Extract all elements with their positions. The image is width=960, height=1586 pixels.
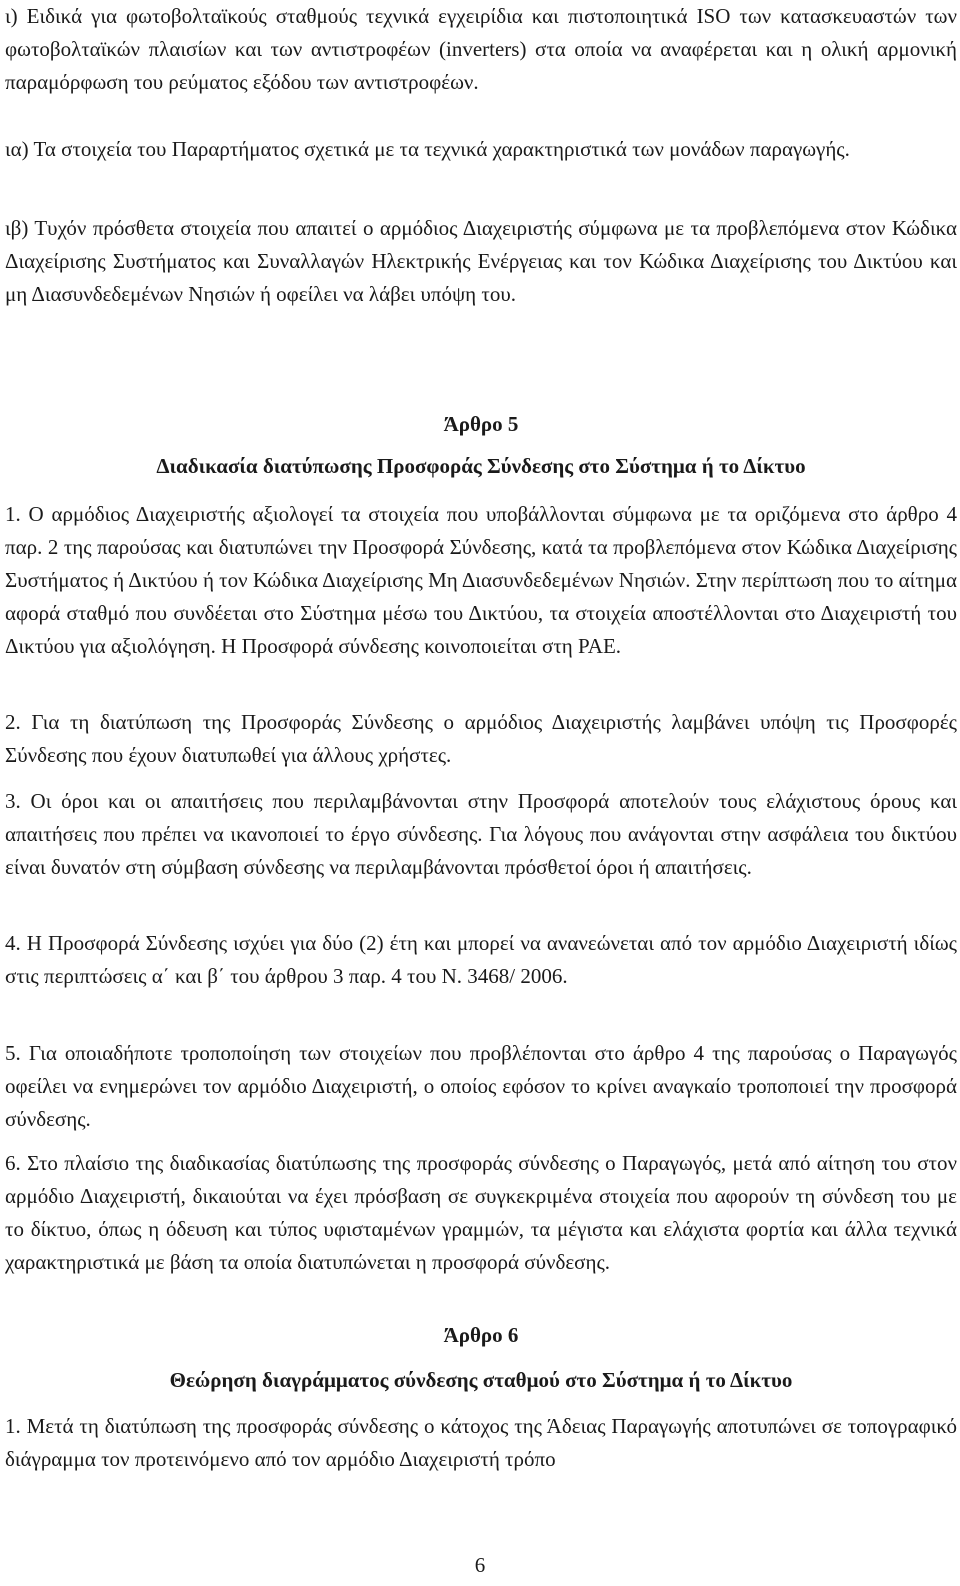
page-number: 6 (474, 1553, 486, 1577)
article5-heading: Άρθρο 5 (443, 412, 519, 436)
article5-paragraph-6: 6. Στο πλαίσιο της διαδικασίας διατύπωσης της προσφοράς σύνδεσης ο Παραγωγός, μετά από αίτηση του στον αρμόδιο Διαχειριστή, δικαιούται να έχει πρόσβαση σε συγκεκριμένα στοιχεία που αφορούν τη σύνδεση του με το δίκτυο, όπως η όδευση και τύπος υφισταμένων γραμμών, τα μέγιστα και ελάχιστα φορτία και άλλα τεχνικά χαρακτηριστικά με βάση τα οποία διατυπώνεται η προσφορά σύνδεσης. (5, 1151, 957, 1274)
article5-subtitle: Διαδικασία διατύπωσης Προσφοράς Σύνδεσης στο Σύστημα ή το Δίκτυο (156, 454, 806, 478)
item-iota: ι) Ειδικά για φωτοβολταϊκούς σταθμούς τεχνικά εγχειρίδια και πιστοποιητικά ISO των κατασκευαστών των φωτοβολταϊκών πλαισίων και των αντιστροφέων (inverters) στα οποία να αναφέρεται και η ολική αρμονική παραμόρφωση του ρεύματος εξόδου των αντιστροφέων. (5, 4, 957, 94)
article5-paragraph-4: 4. Η Προσφορά Σύνδεσης ισχύει για δύο (2) έτη και μπορεί να ανανεώνεται από τον αρμόδιο Διαχειριστή ιδίως στις περιπτώσεις α΄ και β΄ του άρθρου 3 παρ. 4 του Ν. 3468/ 2006. (5, 931, 957, 988)
article5-paragraph-5: 5. Για οποιαδήποτε τροποποίηση των στοιχείων που προβλέπονται στο άρθρο 4 της παρούσας ο Παραγωγός οφείλει να ενημερώνει τον αρμόδιο Διαχειριστή, ο οποίος εφόσον το κρίνει αναγκαίο τροποποιεί την προσφορά σύνδεσης. (5, 1041, 957, 1131)
article5-paragraph-1: 1. Ο αρμόδιος Διαχειριστής αξιολογεί τα στοιχεία που υποβάλλονται σύμφωνα με τα οριζόμενα στο άρθρο 4 παρ. 2 της παρούσας και διατυπώνει την Προσφορά Σύνδεσης, κατά τα προβλεπόμενα στον Κώδικα Διαχείρισης Συστήματος ή Δικτύου ή τον Κώδικα Διαχείρισης Μη Διασυνδεδεμένων Νησιών. Στην περίπτωση που το αίτημα αφορά σταθμό που συνδέεται στο Σύστημα μέσω του Δικτύου, τα στοιχεία αποστέλλονται στο Διαχειριστή του Δικτύου για αξιολόγηση. Η Προσφορά σύνδεσης κοινοποιείται στη ΡΑΕ. (5, 502, 957, 658)
article6-subtitle: Θεώρηση διαγράμματος σύνδεσης σταθμού στο Σύστημα ή το Δίκτυο (169, 1368, 793, 1392)
item-iota-beta: ιβ) Τυχόν πρόσθετα στοιχεία που απαιτεί ο αρμόδιος Διαχειριστής σύμφωνα με τα προβλεπόμενα στον Κώδικα Διαχείρισης Συστήματος και Συναλλαγών Ηλεκτρικής Ενέργειας και τον Κώδικα Διαχείρισης του Δικτύου και μη Διασυνδεδεμένων Νησιών ή οφείλει να λάβει υπόψη του. (5, 216, 957, 306)
item-iota-alpha: ια) Τα στοιχεία του Παραρτήματος σχετικά με τα τεχνικά χαρακτηριστικά των μονάδων παραγωγής. (5, 137, 850, 161)
article6-heading: Άρθρο 6 (443, 1323, 519, 1347)
article6-paragraph-1: 1. Μετά τη διατύπωση της προσφοράς σύνδεσης ο κάτοχος της Άδειας Παραγωγής αποτυπώνει σε τοπογραφικό διάγραμμα τον προτεινόμενο από τον αρμόδιο Διαχειριστή τρόπο (5, 1414, 957, 1471)
article5-paragraph-3: 3. Οι όροι και οι απαιτήσεις που περιλαμβάνονται στην Προσφορά αποτελούν τους ελάχιστους όρους και απαιτήσεις που πρέπει να ικανοποιεί το έργο σύνδεσης. Για λόγους που ανάγονται στην ασφάλεια του δικτύου είναι δυνατόν στη σύμβαση σύνδεσης να περιλαμβάνονται πρόσθετοί όροι ή απαιτήσεις. (5, 789, 957, 879)
article5-paragraph-2: 2. Για τη διατύπωση της Προσφοράς Σύνδεσης ο αρμόδιος Διαχειριστής λαμβάνει υπόψη τις Προσφορές Σύνδεσης που έχουν διατυπωθεί για άλλους χρήστες. (5, 710, 957, 767)
